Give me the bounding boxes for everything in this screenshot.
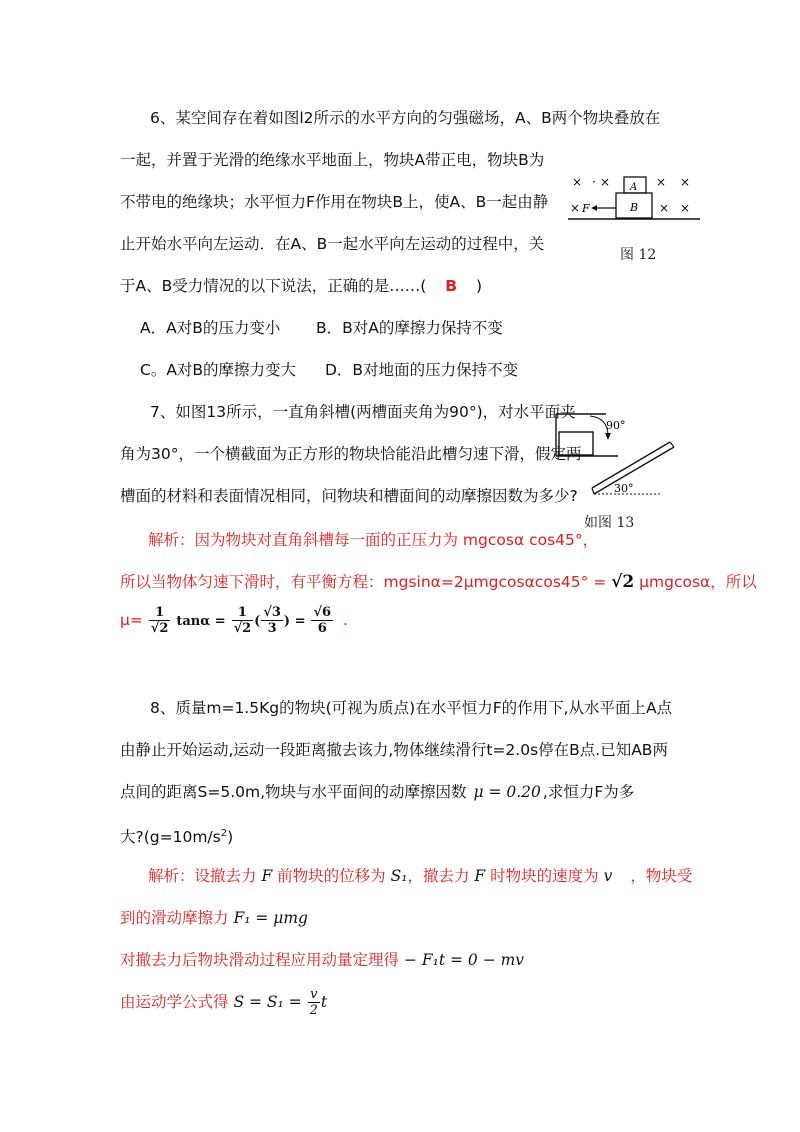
fig13-square-block — [559, 432, 593, 455]
q6-line-1: 6、某空间存在着如图l2所示的水平方向的匀强磁场，A、B两个物块叠放在 — [150, 109, 661, 127]
q8-sol4-frac-v-over-2: $\frac{v}{2}$ — [309, 987, 318, 1018]
q8-sol1-S1: S₁ — [390, 867, 408, 885]
q8-line-4-text: 大?(g=10m/s — [120, 828, 221, 847]
q6-line-5 — [120, 275, 482, 297]
q8-sol2-text: 到的滑动摩擦力 — [120, 909, 229, 927]
q8-line-3 — [120, 781, 634, 803]
fig12-cross: × — [680, 175, 691, 189]
q7-frac-sqrt6-over-6: $\frac{√6}{6}$ — [313, 605, 332, 636]
q8-sol4-text: 由运动学公式得 — [120, 993, 229, 1011]
figure-12-caption: 图 12 — [620, 247, 657, 263]
q6-line-4: 止开始水平向左运动．在A、B一起水平向左运动的过程中，关 — [120, 235, 545, 253]
fig12-cross: × — [680, 201, 691, 215]
q8-mu-value: μ = 0.20 — [473, 783, 541, 801]
fig13-groove-edge-2 — [594, 447, 674, 494]
q6-option-c: C。A对B的摩擦力变大 — [140, 361, 297, 379]
q6-option-a: A．A对B的压力变小 — [140, 319, 281, 337]
q7-solution-line-2 — [120, 571, 757, 593]
fig12-label-b: B — [630, 201, 639, 214]
q6-line-5-text: 于A、B受力情况的以下说法，正确的是……( — [120, 277, 427, 295]
q7-line-2: 角为30°，一个横截面为正方形的物块恰能沿此槽匀速下滑，假定两 — [120, 445, 582, 463]
q8-solution-line-3 — [120, 949, 524, 971]
fig12-label-f: F — [582, 202, 590, 215]
q7-solution-sqrt2: √2 — [611, 572, 635, 592]
q8-sol1-F: F — [261, 867, 273, 885]
q7-formula-end: . — [342, 611, 348, 629]
q7-mu-formula — [120, 604, 348, 638]
q8-solution-line-1 — [148, 865, 692, 887]
fig13-groove-end — [670, 442, 674, 447]
fig12-dot: · — [592, 175, 596, 189]
fig13-angle-30: 30° — [614, 482, 634, 495]
q8-sol1-F2: F — [474, 867, 486, 885]
q8-line-2: 由静止开始运动,运动一段距离撤去该力,物体继续滑行t=2.0s停在B点.已知AB两 — [120, 741, 668, 759]
fig12-cross: × — [570, 201, 581, 215]
q6-line-3: 不带电的绝缘块；水平恒力F作用在物块B上，使A、B一起由静 — [120, 193, 549, 211]
figure-13-diagram — [552, 410, 680, 498]
fig13-groove-end — [592, 488, 594, 494]
q8-sol1-text-4: 时物块的速度为 — [490, 867, 599, 885]
q7-line-3: 槽面的材料和表面情况相同，问物块和槽面间的动摩擦因数为多少? — [120, 487, 578, 505]
q8-solution-line-4 — [120, 986, 327, 1018]
q8-line-3-text: 点间的距离S=5.0m,物块与水平面间的动摩擦因数 — [120, 783, 467, 801]
fig13-angle-90: 90° — [606, 419, 626, 432]
q7-paren-open: ( — [254, 614, 261, 629]
q7-frac-1-over-sqrt2: $\frac{1}{√2}$ — [150, 605, 169, 636]
q7-solution-eq-text: 所以当物体匀速下滑时，有平衡方程：mgsinα=2μmgcosαcos45° = — [120, 573, 607, 591]
q8-solution-line-2 — [120, 907, 308, 929]
q6-answer: B — [445, 277, 458, 295]
q7-frac-1-over-sqrt2-b: $\frac{1}{√2}$ — [233, 605, 252, 636]
q8-superscript: 2 — [220, 828, 228, 839]
q8-line-1: 8、质量m=1.5Kg的物块(可视为质点)在水平恒力F的作用下,从水平面上A点 — [150, 699, 673, 717]
q8-sol1-text-5: ，物块受 — [630, 867, 693, 885]
fig13-arc-arrowhead — [605, 433, 611, 440]
q6-option-b: B．B对A的摩擦力保持不变 — [316, 319, 503, 337]
q6-option-d: D．B对地面的压力保持不变 — [325, 361, 519, 379]
q7-mu-label: μ= — [120, 611, 143, 629]
q7-paren-close: ) = — [283, 614, 306, 629]
q7-tan-alpha: tanα = — [176, 614, 226, 629]
fig12-arrowhead — [591, 205, 597, 211]
figure-13-caption: 如图 13 — [584, 515, 635, 531]
fig12-cross: × — [659, 201, 670, 215]
q8-sol1-text-3: ，撤去力 — [407, 867, 470, 885]
q7-frac-sqrt3-over-3: $\frac{√3}{3}$ — [263, 605, 281, 636]
q7-solution-line-1: 解析：因为物块对直角斜槽每一面的正压力为 mgcosα cos45°， — [148, 531, 599, 549]
q8-sol3-formula: − F₁t = 0 − mv — [403, 951, 525, 969]
q8-line-4-end: ) — [227, 828, 234, 847]
fig12-cross: × — [600, 175, 611, 189]
q8-sol1-text-2: 前物块的位移为 — [277, 867, 386, 885]
q8-line-3-end: ,求恒力F为多 — [542, 783, 635, 801]
figure-12-diagram — [566, 168, 706, 228]
q8-sol2-formula: F₁ = μmg — [233, 909, 308, 927]
q8-sol1-text: 解析：设撤去力 — [148, 867, 257, 885]
fig12-cross: × — [656, 175, 667, 189]
q8-sol1-v: v — [603, 867, 613, 885]
q8-sol4-t: t — [320, 993, 328, 1011]
fig12-cross: × — [572, 175, 583, 189]
fig12-label-a: A — [630, 182, 638, 193]
q8-line-4 — [120, 823, 233, 848]
q6-line-2: 一起，并置于光滑的绝缘水平地面上，物块A带正电，物块B为 — [120, 151, 545, 169]
q8-sol3-text: 对撤去力后物块滑动过程应用动量定理得 — [120, 951, 400, 969]
q7-solution-eq-end: μmgcosα，所以 — [639, 573, 757, 591]
q8-sol4-formula: S = S₁ = — [233, 993, 302, 1011]
q6-line-5-close: ) — [476, 277, 483, 295]
q7-line-1: 7、如图13所示，一直角斜槽(两槽面夹角为90°)，对水平面夹 — [150, 403, 576, 421]
